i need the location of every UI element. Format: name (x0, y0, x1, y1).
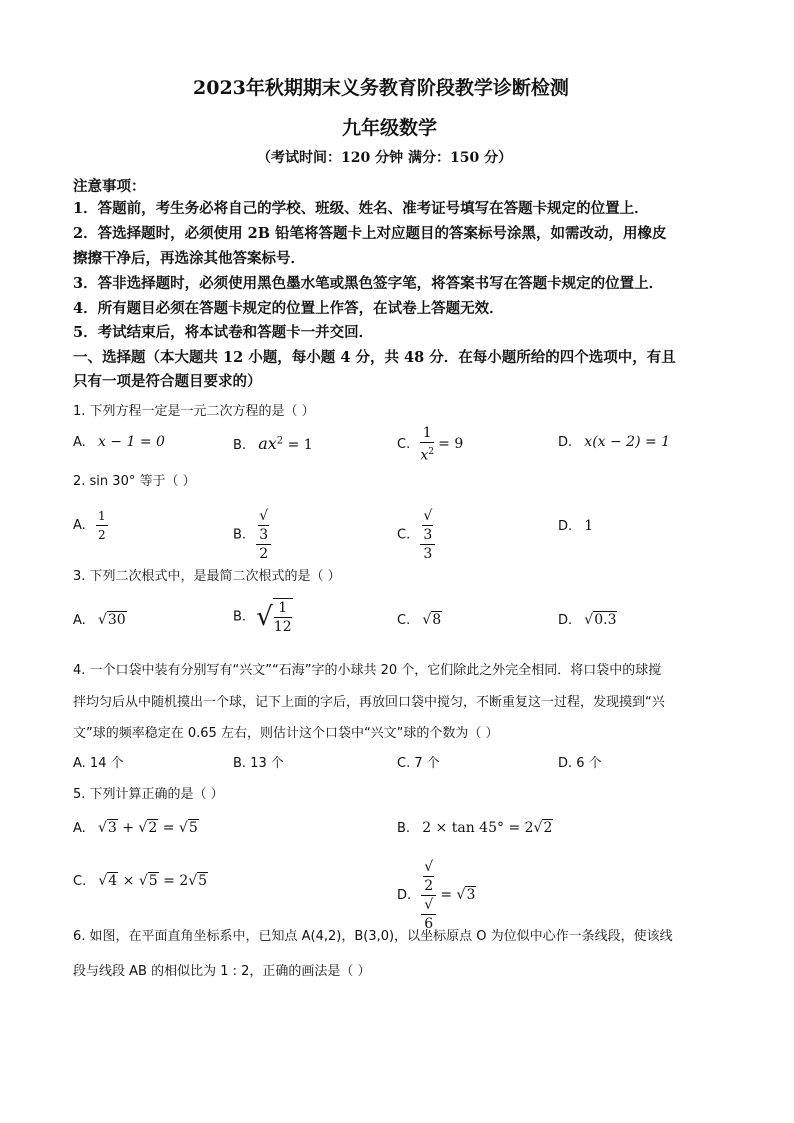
fraction (273, 598, 293, 636)
notes-item: 擦擦干净后，再选涂其他答案标号． (73, 250, 305, 267)
question-6-line: 6. 如图，在平面直角坐标系中，已知点 A(4,2)，B(3,0)，以坐标原点 O 为位似中心作一条线段，使该线 (73, 929, 673, 944)
q3-option-b (233, 598, 293, 636)
fraction (256, 507, 271, 563)
operator: = (158, 820, 179, 836)
exam-subject: 九年级数学 (342, 117, 438, 139)
option-label: A. (73, 518, 86, 533)
q5-option-d (397, 858, 476, 933)
fraction-denominator: 12 (273, 619, 292, 635)
option-label: D. (558, 519, 573, 534)
fraction-numerator: √ 3 (256, 507, 271, 545)
radicand: 3 (107, 820, 117, 836)
q2-option-b (233, 507, 271, 563)
notes-item: 1．答题前，考生务必将自己的学校、班级、姓名、准考证号填写在答题卡规定的位置上． (73, 200, 649, 217)
radicand: 2 (148, 820, 158, 836)
q2-option-c (397, 507, 435, 563)
notes-heading: 注意事项： (73, 178, 146, 195)
option-math: = 1 (283, 437, 313, 453)
q1-option-a (73, 434, 165, 450)
radicand: 3 (466, 887, 476, 903)
option-label: A. (73, 435, 86, 450)
option-label: C. (397, 436, 411, 452)
fraction-numerator: √ 3 (420, 507, 435, 545)
option-label: A. (73, 821, 86, 836)
radicand: 30 (107, 612, 126, 628)
notes-item: 5．考试结束后，将本试卷和答题卡一并交回． (73, 324, 374, 341)
option-math: x(x − 2) = 1 (584, 434, 671, 450)
radicand: 2 (543, 820, 553, 836)
option-label: A. (73, 613, 86, 628)
operator: = (440, 887, 457, 903)
radicand: 4 (108, 873, 118, 889)
q4-option-b: B. 13 个 (233, 756, 284, 771)
option-math: x − 1 = 0 (97, 434, 165, 450)
question-4-line: 文”球的频率稳定在 0.65 左右，则估计这个口袋中“兴文”球的个数为（ ） (73, 726, 499, 741)
fraction-denominator: 2 (97, 528, 106, 542)
q5-option-c (73, 873, 208, 889)
q4-option-c: C. 7 个 (397, 756, 440, 771)
option-label: D. (558, 435, 573, 450)
option-label: B. (397, 821, 411, 836)
q3-option-a (73, 612, 127, 628)
radicand: 3 (423, 527, 433, 543)
q2-option-d (558, 518, 593, 534)
operator: = 2 (158, 873, 189, 889)
radicand: 5 (148, 873, 158, 889)
fraction-numerator: 1 (274, 599, 292, 618)
fraction (420, 424, 434, 465)
radicand: 8 (432, 612, 442, 628)
fraction-denominator: √ 6 (421, 896, 436, 933)
q5-option-b (397, 820, 553, 836)
question-5-stem: 5. 下列计算正确的是（ ） (73, 787, 224, 802)
q3-option-d (558, 612, 617, 628)
expression: 2 × tan 45° = 2 (422, 820, 534, 836)
notes-item: 4．所有题目必须在答题卡规定的位置上作答，在试卷上答题无效． (73, 300, 504, 317)
fraction-numerator: 1 (420, 424, 434, 443)
q2-option-a (73, 507, 108, 544)
operator: + (117, 820, 139, 836)
radicand: 3 (259, 527, 269, 543)
option-label: D. (558, 613, 573, 628)
option-math: √8 (422, 612, 442, 628)
q1-option-b (233, 434, 313, 453)
radicand: 5 (198, 873, 208, 889)
section-heading: 一、选择题（本大题共 12 小题，每小题 4 分，共 48 分．在每小题所给的四个选项中，有且 (73, 349, 676, 366)
fraction (421, 858, 436, 933)
q5-option-a (73, 820, 199, 836)
fraction-denominator: 2 (259, 546, 269, 562)
exam-info: （考试时间：120 分钟 满分：150 分） (257, 150, 513, 166)
section-heading: 只有一项是符合题目要求的） (73, 373, 262, 390)
exam-title: 2023年秋期期末义务教育阶段教学诊断检测 (193, 77, 569, 99)
radicand: 5 (188, 820, 198, 836)
exponent: 2 (428, 447, 434, 457)
q1-option-d (558, 434, 670, 450)
notes-item: 2．答选择题时，必须使用 2B 铅笔将答题卡上对应题目的答案标号涂黑，如需改动，用橡皮 (73, 225, 667, 242)
q1-option-c (397, 424, 463, 465)
den-var: x (420, 447, 429, 464)
question-2-stem: 2. sin 30° 等于（ ） (73, 474, 196, 489)
operator: × (118, 873, 139, 889)
fraction-denominator: 3 (423, 546, 433, 562)
fraction-numerator: 1 (96, 507, 108, 526)
option-label: B. (233, 527, 247, 543)
radicand: 0.3 (594, 612, 617, 628)
radicand: 6 (421, 914, 436, 933)
fraction-numerator: √ 2 (421, 858, 436, 896)
option-math: ax (258, 434, 277, 453)
radicand: 2 (424, 878, 434, 894)
question-6-line: 段与线段 AB 的相似比为 1 : 2，正确的画法是（ ） (73, 964, 371, 979)
option-math: √4 × √5 = 2√5 (98, 873, 208, 889)
option-math: √ (256, 602, 273, 632)
question-4-line: 拌均匀后从中随机摸出一个球，记下上面的字后，再放回口袋中搅匀，不断重复这一过程，发现摸到“兴 (73, 695, 665, 710)
option-label: B. (233, 438, 247, 453)
q3-option-c (397, 612, 442, 628)
q4-option-a: A. 14 个 (73, 756, 124, 771)
option-math: √30 (97, 612, 126, 628)
question-3-stem: 3. 下列二次根式中，是最简二次根式的是（ ） (73, 569, 341, 584)
option-math: √3 (456, 887, 476, 903)
option-math: √0.3 (584, 612, 617, 628)
option-math: = 9 (438, 435, 464, 452)
fraction-denominator (420, 443, 434, 465)
fraction (420, 507, 435, 563)
question-1-stem: 1. 下列方程一定是一元二次方程的是（ ） (73, 404, 315, 419)
q4-option-d: D. 6 个 (558, 756, 602, 771)
option-math: 1 (584, 518, 594, 534)
notes-item: 3．答非选择题时，必须使用黑色墨水笔或黑色签字笔，将答案书写在答题卡规定的位置上． (73, 275, 664, 292)
exponent: 2 (276, 435, 284, 447)
option-math: 2 × tan 45° = 2√2 (422, 820, 553, 836)
option-label: D. (397, 888, 412, 903)
fraction (96, 507, 108, 544)
question-4-line: 4. 一个口袋中装有分别写有“兴文”“石海”字的小球共 20 个，它们除此之外完全相同．将口袋中的球搅 (73, 663, 662, 678)
option-label: C. (397, 613, 411, 628)
option-label: B. (233, 609, 247, 625)
option-label: C. (73, 874, 87, 889)
option-label: C. (397, 527, 411, 543)
option-math: √3 + √2 = √5 (97, 820, 198, 836)
